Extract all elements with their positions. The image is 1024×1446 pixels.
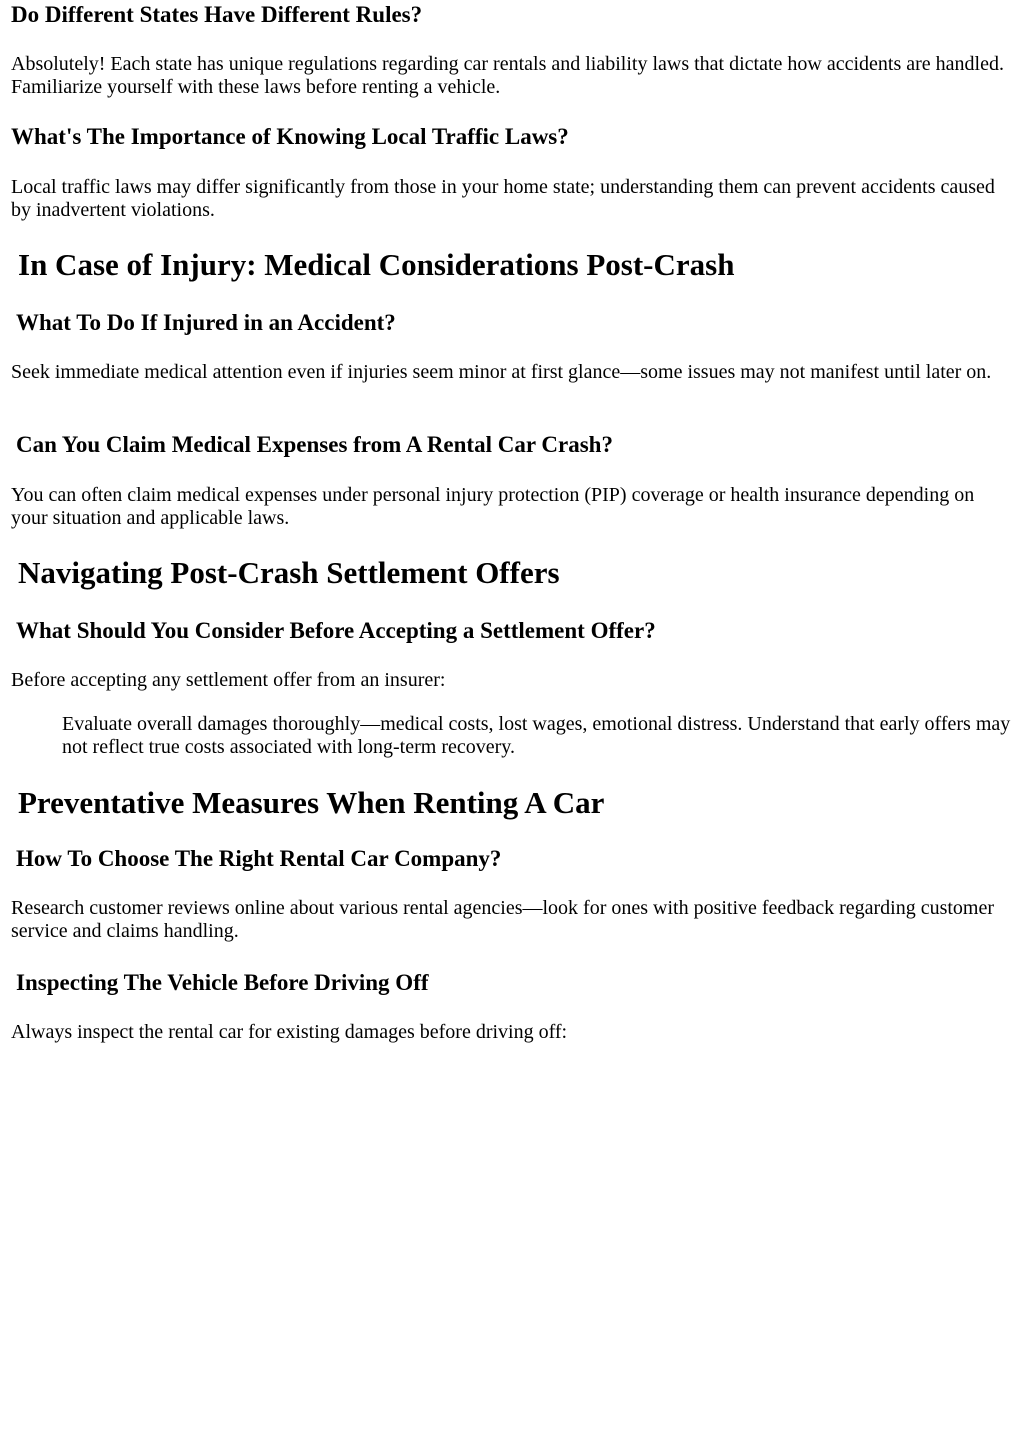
faq-answer-state-rules: Absolutely! Each state has unique regulations regarding car rentals and liability laws that dictate how accidents are handled. Familiarize yourself with these laws before renting a vehicle. <box>11 53 1004 98</box>
faq-heading-injured: What To Do If Injured in an Accident? <box>16 310 396 335</box>
faq-heading-medical-expenses: Can You Claim Medical Expenses from A Rental Car Crash? <box>16 432 613 457</box>
section-title-injury: In Case of Injury: Medical Considerations Post-Crash <box>18 247 735 282</box>
faq-answer-settlement-offer: Before accepting any settlement offer from an insurer: <box>11 669 446 691</box>
faq-heading-inspect-vehicle: Inspecting The Vehicle Before Driving Off <box>16 970 429 995</box>
faq-heading-local-traffic-laws: What's The Importance of Knowing Local Traffic Laws? <box>11 124 569 149</box>
faq-answer-injured: Seek immediate medical attention even if injuries seem minor at first glance—some issues may not manifest until later on. <box>11 361 992 383</box>
faq-answer-choose-company: Research customer reviews online about various rental agencies—look for ones with positive feedback regarding customer service and claims handling. <box>11 897 995 942</box>
faq-heading-settlement-offer: What Should You Consider Before Accepting a Settlement Offer? <box>16 618 656 643</box>
faq-heading-choose-company: How To Choose The Right Rental Car Company? <box>16 846 502 871</box>
list-item: Evaluate overall damages thoroughly—medical costs, lost wages, emotional distress. Understand that early offers may not reflect true costs associated with long-term recovery. <box>62 713 1011 758</box>
faq-answer-inspect-vehicle: Always inspect the rental car for existing damages before driving off: <box>11 1021 568 1043</box>
faq-answer-medical-expenses: You can often claim medical expenses under personal injury protection (PIP) coverage or health insurance depending on your situation and applicable laws. <box>11 484 975 529</box>
section-title-settlement: Navigating Post-Crash Settlement Offers <box>18 555 560 590</box>
section-title-preventative: Preventative Measures When Renting A Car <box>18 785 605 820</box>
faq-heading-state-rules: Do Different States Have Different Rules? <box>11 2 423 27</box>
faq-answer-local-traffic-laws: Local traffic laws may differ significantly from those in your home state; understanding them can prevent accidents caused by inadvertent violations. <box>11 176 995 221</box>
settlement-considerations-list <box>62 713 1012 759</box>
